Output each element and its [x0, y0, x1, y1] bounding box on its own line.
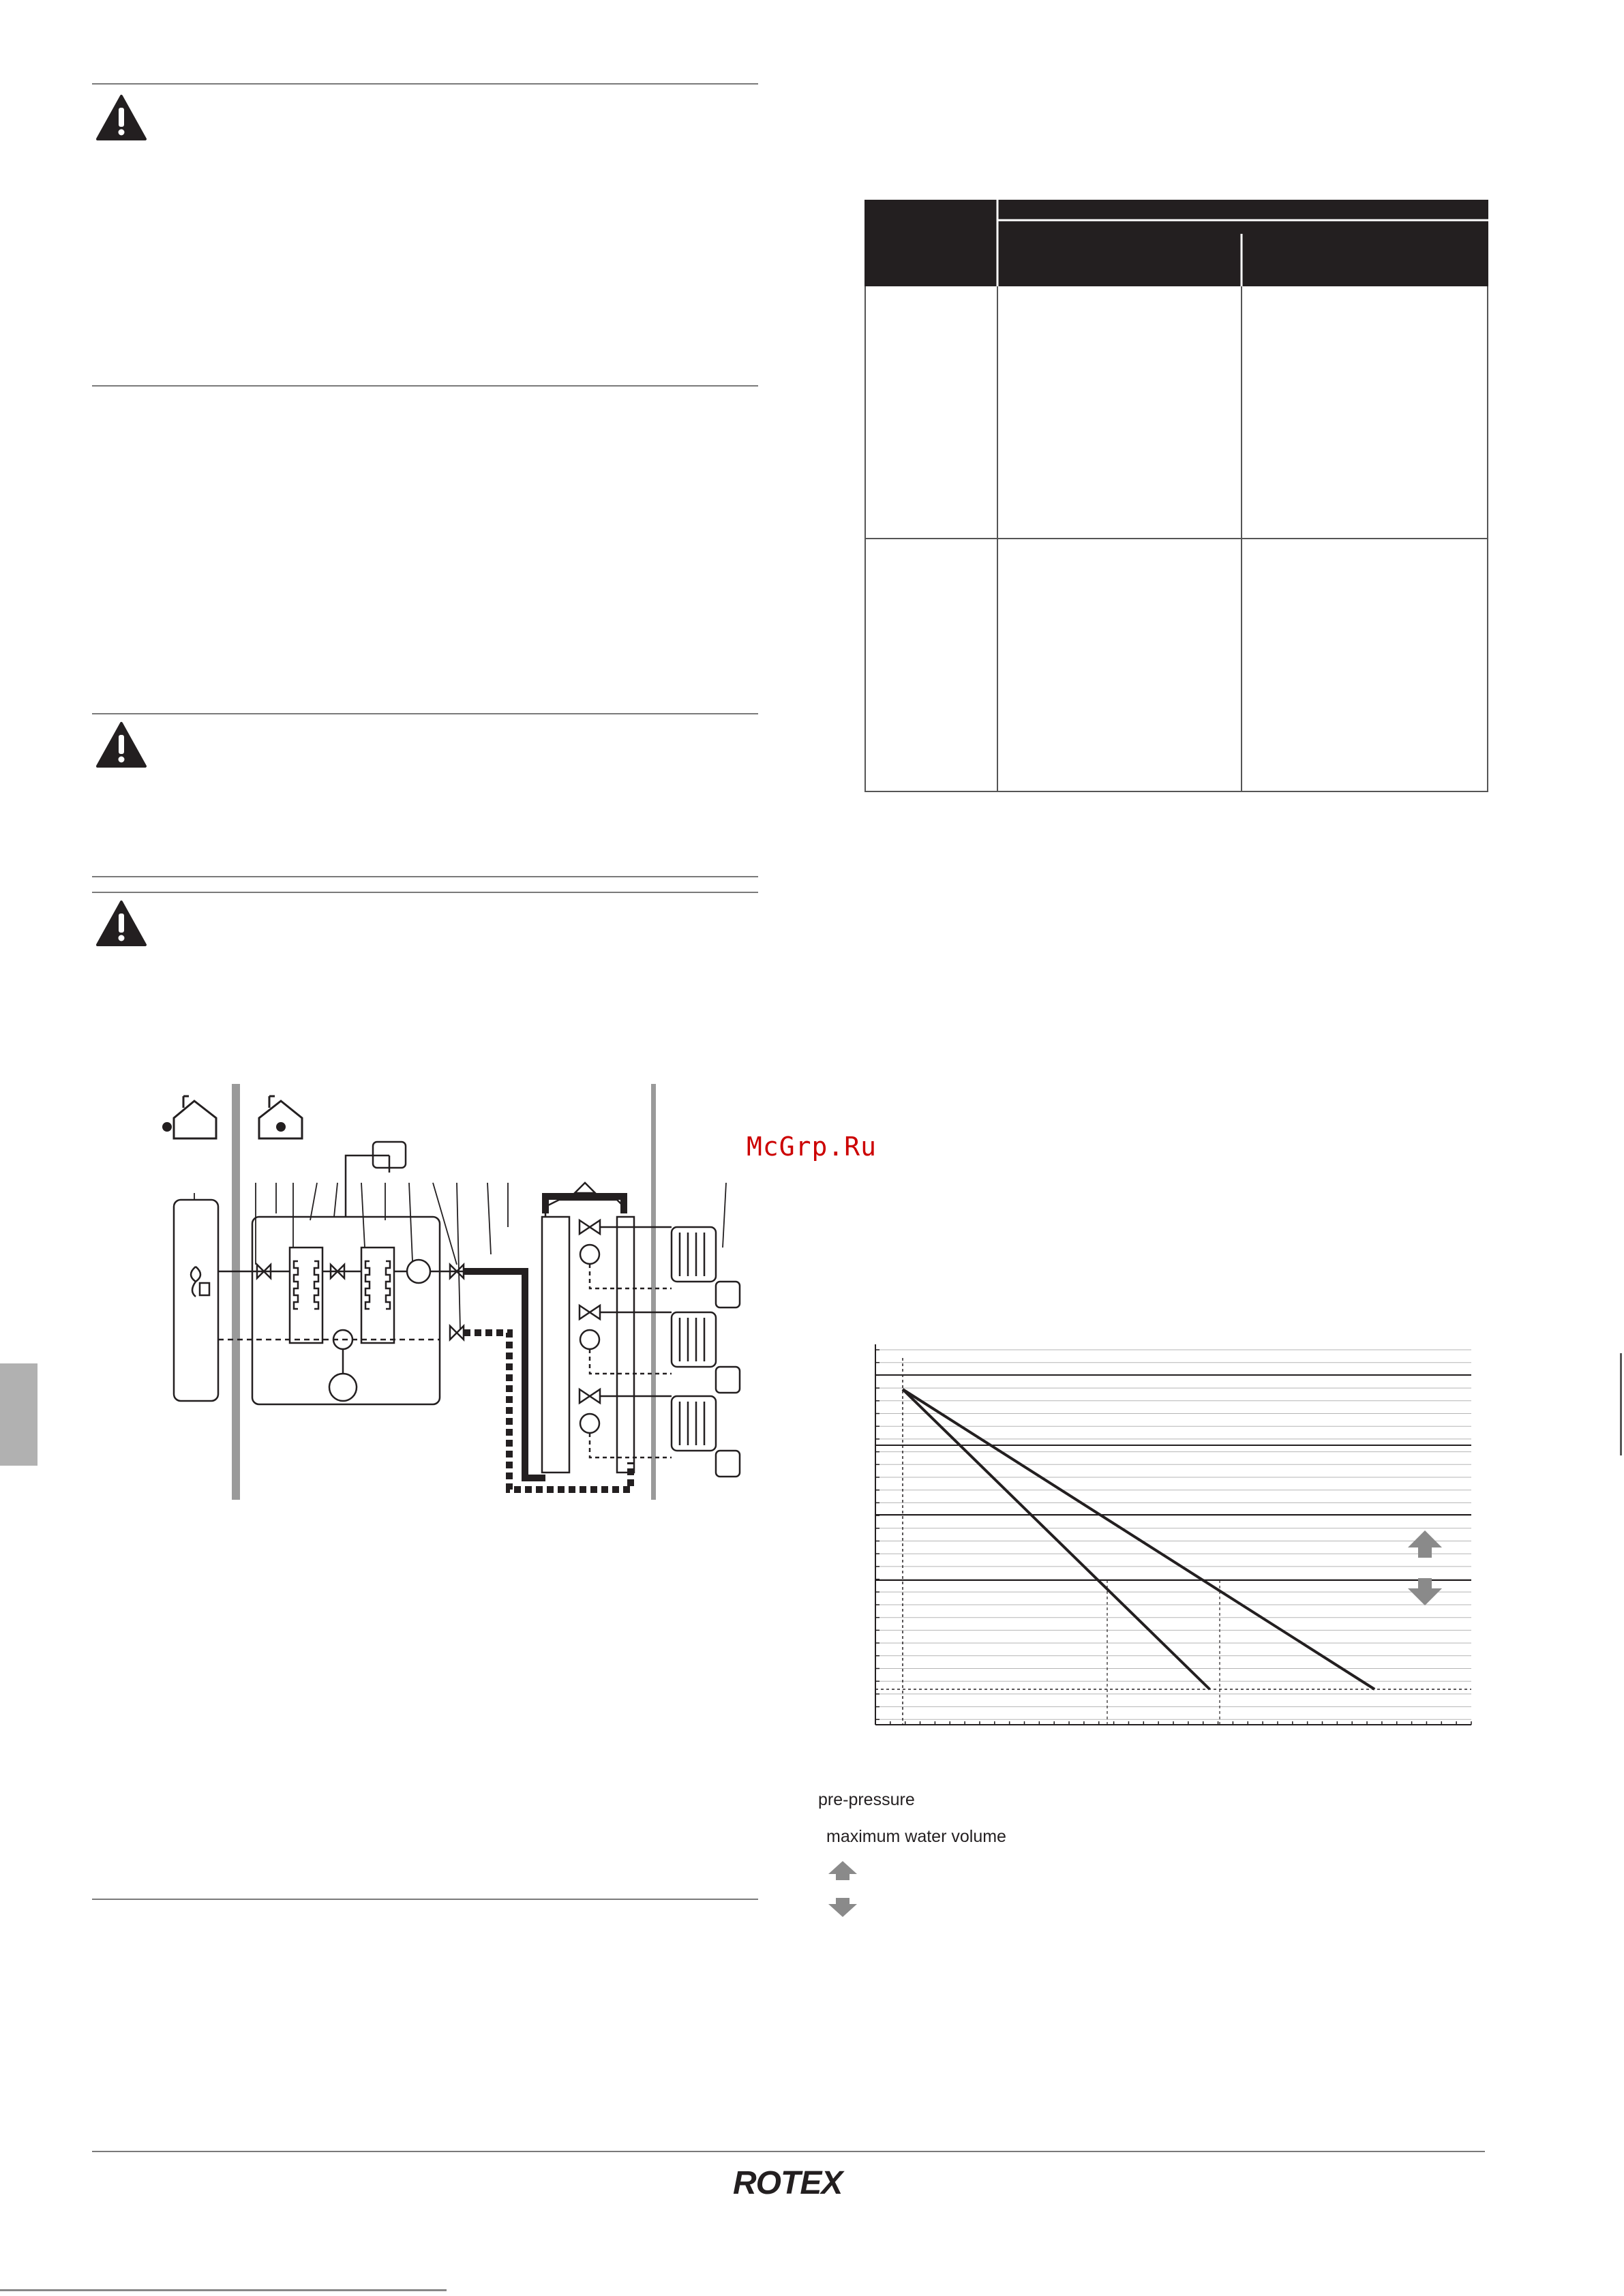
spec-table — [864, 200, 1488, 793]
footer-rule — [92, 2151, 1485, 2152]
warning-triangle-icon — [95, 721, 147, 769]
section-rule — [92, 876, 758, 877]
house-icon — [174, 1096, 216, 1138]
section-rule — [92, 713, 758, 714]
arrow-down-icon — [1408, 1578, 1442, 1605]
section-rule — [92, 892, 758, 893]
pressure-volume-chart — [859, 1336, 1486, 1732]
radiator-icon — [672, 1227, 740, 1477]
arrow-up-icon — [827, 1860, 858, 1881]
brand-logo: ROTEX — [733, 2165, 843, 2201]
page-bottom-rule — [0, 2289, 447, 2291]
warning-triangle-icon — [95, 900, 147, 948]
legend-max-volume: maximum water volume — [826, 1827, 1006, 1846]
series-line-1 — [903, 1389, 1209, 1689]
series-line-2 — [903, 1389, 1374, 1689]
watermark-text: McGrp.Ru — [747, 1132, 877, 1162]
house-icon — [259, 1096, 302, 1138]
warning-triangle-icon — [95, 94, 147, 142]
section-rule — [92, 83, 758, 85]
hydraulic-diagram — [153, 1084, 753, 1507]
arrow-down-icon — [827, 1897, 858, 1918]
section-rule — [92, 385, 758, 387]
section-tab — [0, 1363, 37, 1466]
legend-pre-pressure: pre-pressure — [818, 1790, 915, 1809]
section-rule — [92, 1899, 758, 1900]
edge-mark — [1620, 1353, 1622, 1455]
